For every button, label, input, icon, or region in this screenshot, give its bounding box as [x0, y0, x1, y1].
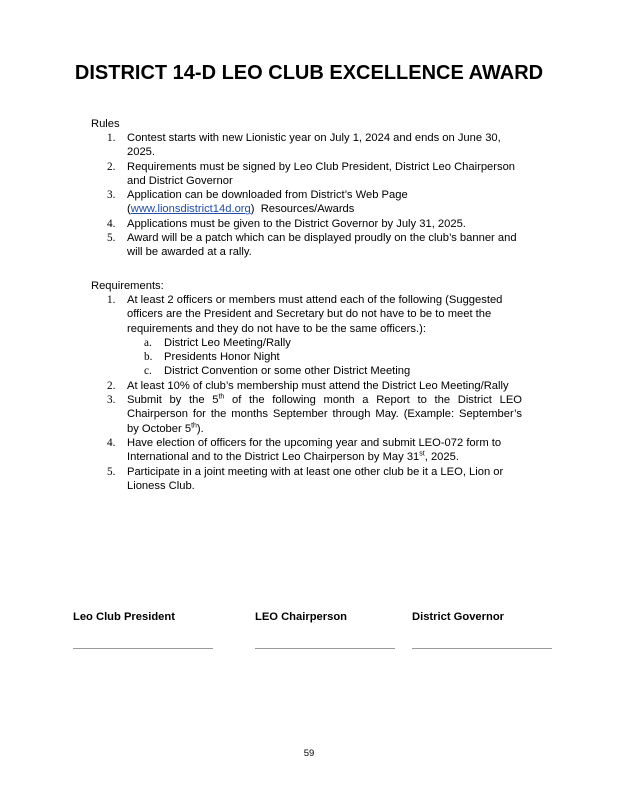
page-title: DISTRICT 14-D LEO CLUB EXCELLENCE AWARD: [74, 62, 544, 84]
page-number: 59: [303, 748, 315, 759]
rules-heading: Rules: [91, 118, 120, 130]
sub-item-text: District Leo Meeting/Rally: [164, 336, 291, 349]
requirement-number: 3.: [107, 394, 116, 407]
requirement-number: 1.: [107, 294, 116, 306]
requirement-item: [0, 379, 522, 393]
requirement-sub-item: [0, 350, 522, 364]
superscript: th: [191, 421, 197, 429]
rule-number: 1.: [107, 132, 116, 144]
link-suffix: ) Resources/Awards: [250, 203, 355, 216]
rule-number: 4.: [107, 217, 116, 230]
rule-text: [127, 188, 522, 217]
rule-text: Award will be a patch which can be displayed proudly on the club’s banner and will be awarded at a rally.: [127, 232, 517, 259]
requirement-sub-item: [0, 336, 522, 350]
requirement-number: 5.: [107, 465, 116, 478]
requirement-item: [0, 393, 522, 436]
requirement-text: At least 2 officers or members must attend each of the following (Suggested officers are the President and Secretary but do not have to be to meet the requirements and they do not have to be the same officers.):: [127, 294, 503, 335]
requirement-text: At least 10% of club’s membership must attend the District Leo Meeting/Rally: [127, 379, 509, 392]
requirement-text-part: , 2025.: [424, 451, 459, 464]
requirement-text-part: ).: [196, 422, 204, 435]
sub-item-letter: c.: [144, 365, 152, 378]
rule-item: [0, 160, 522, 189]
requirement-text-part: of the following month a Report to the District LEO Chairperson for the months September through May. (Example: September’s by October 5: [127, 394, 522, 435]
requirement-text-part: Submit by the 5: [127, 394, 219, 407]
superscript: th: [218, 393, 225, 401]
district-website-link[interactable]: www.lionsdistrict14d.org: [130, 203, 251, 216]
signature-line-chairperson: [255, 648, 395, 649]
sub-item-letter: b.: [144, 351, 153, 364]
requirement-item: [0, 465, 522, 494]
requirements-list: [0, 293, 522, 493]
sub-item-text: District Convention or some other District Meeting: [164, 365, 411, 378]
rule-text: Contest starts with new Lionistic year on July 1, 2024 and ends on June 30, 2025.: [127, 132, 501, 159]
signature-label-president: Leo Club President: [73, 611, 175, 623]
requirements-heading: Requirements:: [91, 280, 164, 292]
requirement-text-part: Have election of officers for the upcoming year and submit LEO-072 form to International and to the District Leo Chairperson by May 31: [127, 436, 502, 464]
requirement-text: [127, 436, 522, 465]
requirement-sub-item: [0, 364, 522, 378]
requirement-text: [127, 393, 522, 436]
signature-line-president: [73, 648, 213, 649]
rule-item: [0, 217, 522, 231]
signature-label-chairperson: LEO Chairperson: [255, 611, 348, 623]
rule-item: [0, 188, 522, 217]
requirement-item: [0, 436, 522, 465]
superscript: st: [419, 450, 425, 458]
rule-number: 5.: [107, 232, 116, 245]
rule-text: Applications must be given to the District Governor by July 31, 2025.: [127, 217, 466, 230]
requirement-number: 4.: [107, 436, 116, 449]
signature-line-governor: [412, 648, 552, 649]
rule-item: [0, 231, 522, 260]
rules-list: [0, 131, 522, 260]
signature-label-governor: District Governor: [412, 611, 505, 623]
requirement-item: [0, 293, 522, 336]
sub-item-text: Presidents Honor Night: [164, 351, 280, 364]
sub-item-letter: a.: [144, 336, 152, 349]
requirement-text: Participate in a joint meeting with at least one other club be it a LEO, Lion or Lioness Club.: [127, 465, 504, 492]
rule-item: [0, 131, 522, 160]
rule-text: Requirements must be signed by Leo Club President, District Leo Chairperson and District Governor: [127, 160, 516, 187]
requirement-number: 2.: [107, 379, 116, 392]
rule-text-main: Application can be downloaded from District’s Web Page: [127, 189, 408, 202]
rule-number: 2.: [107, 160, 116, 173]
link-prefix: (: [127, 203, 131, 216]
rule-number: 3.: [107, 189, 116, 202]
